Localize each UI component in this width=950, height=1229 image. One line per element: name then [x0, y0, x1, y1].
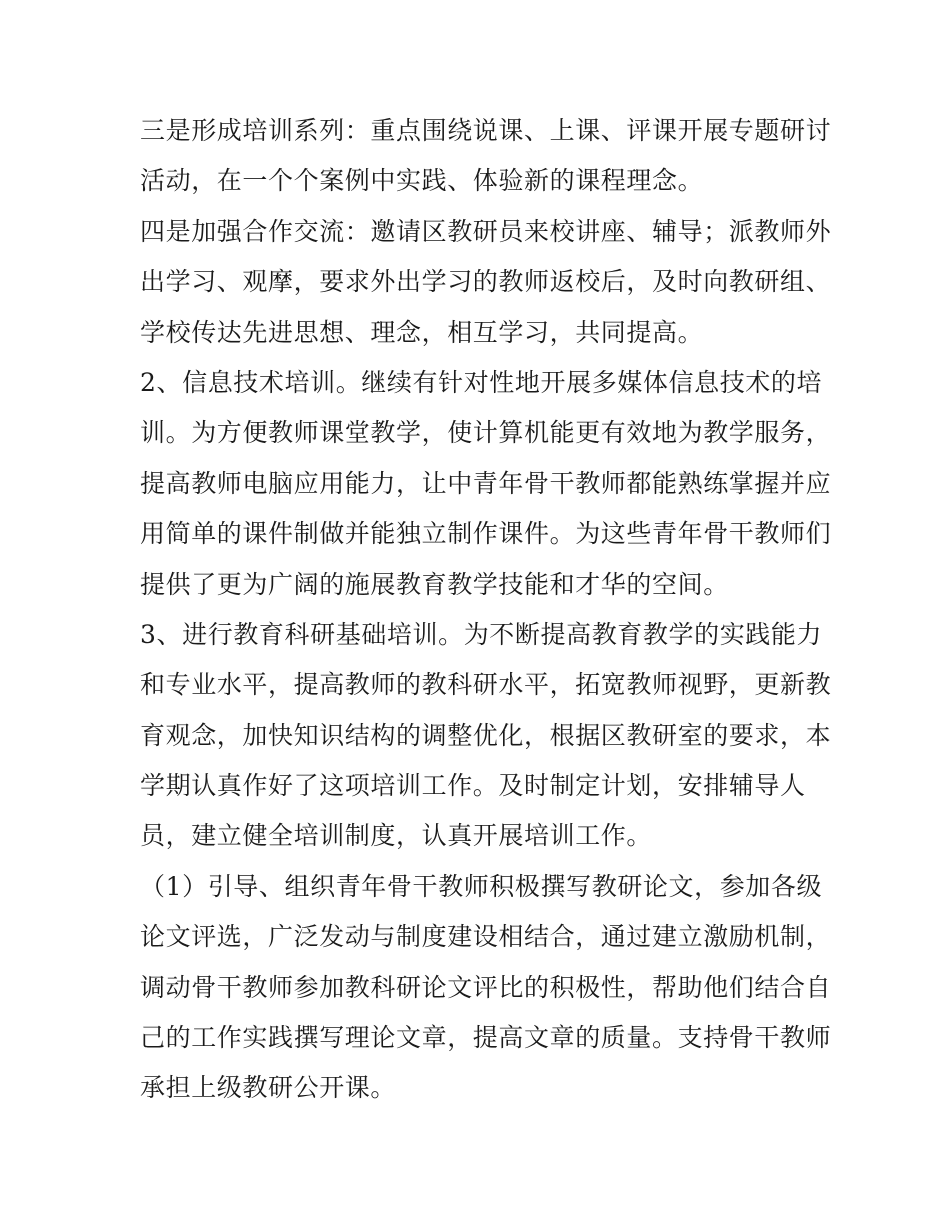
text-line: （1）引导、组织青年骨干教师积极撰写教研论文，参加各级 [140, 871, 823, 901]
text-line: 3、进行教育科研基础培训。为不断提高教育教学的实践能力 [140, 619, 823, 649]
text-line: 和专业水平，提高教师的教科研水平，拓宽教师视野，更新教 [140, 670, 832, 700]
text-line: 承担上级教研公开课。 [140, 1073, 397, 1103]
text-line: 学期认真作好了这项培训工作。及时制定计划，安排辅导人 [140, 771, 806, 801]
text-line: 育观念，加快知识结构的调整优化，根据区教研室的要求，本 [140, 720, 832, 750]
text-line: 2、信息技术培训。继续有针对性地开展多媒体信息技术的培 [140, 367, 823, 397]
text-line: 学校传达先进思想、理念，相互学习，共同提高。 [140, 317, 704, 347]
document-body [140, 106, 832, 1114]
text-line: 用简单的课件制做并能独立制作课件。为这些青年骨干教师们 [140, 519, 832, 549]
text-line: 活动，在一个个案例中实践、体验新的课程理念。 [140, 166, 704, 196]
text-line: 四是加强合作交流：邀请区教研员来校讲座、辅导；派教师外 [140, 216, 832, 246]
text-line: 调动骨干教师参加教科研论文评比的积极性，帮助他们结合自 [140, 972, 832, 1002]
text-line: 提供了更为广阔的施展教育教学技能和才华的空间。 [140, 569, 729, 599]
text-line: 己的工作实践撰写理论文章，提高文章的质量。支持骨干教师 [140, 1023, 832, 1053]
text-line: 员，建立健全培训制度，认真开展培训工作。 [140, 821, 653, 851]
text-line: 出学习、观摩，要求外出学习的教师返校后，及时向教研组、 [140, 267, 832, 297]
text-line: 训。为方便教师课堂教学，使计算机能更有效地为教学服务， [140, 418, 832, 448]
text-line: 提高教师电脑应用能力，让中青年骨干教师都能熟练掌握并应 [140, 468, 832, 498]
text-line: 三是形成培训系列：重点围绕说课、上课、评课开展专题研讨 [140, 116, 832, 145]
text-line: 论文评选，广泛发动与制度建设相结合，通过建立激励机制， [140, 922, 832, 952]
